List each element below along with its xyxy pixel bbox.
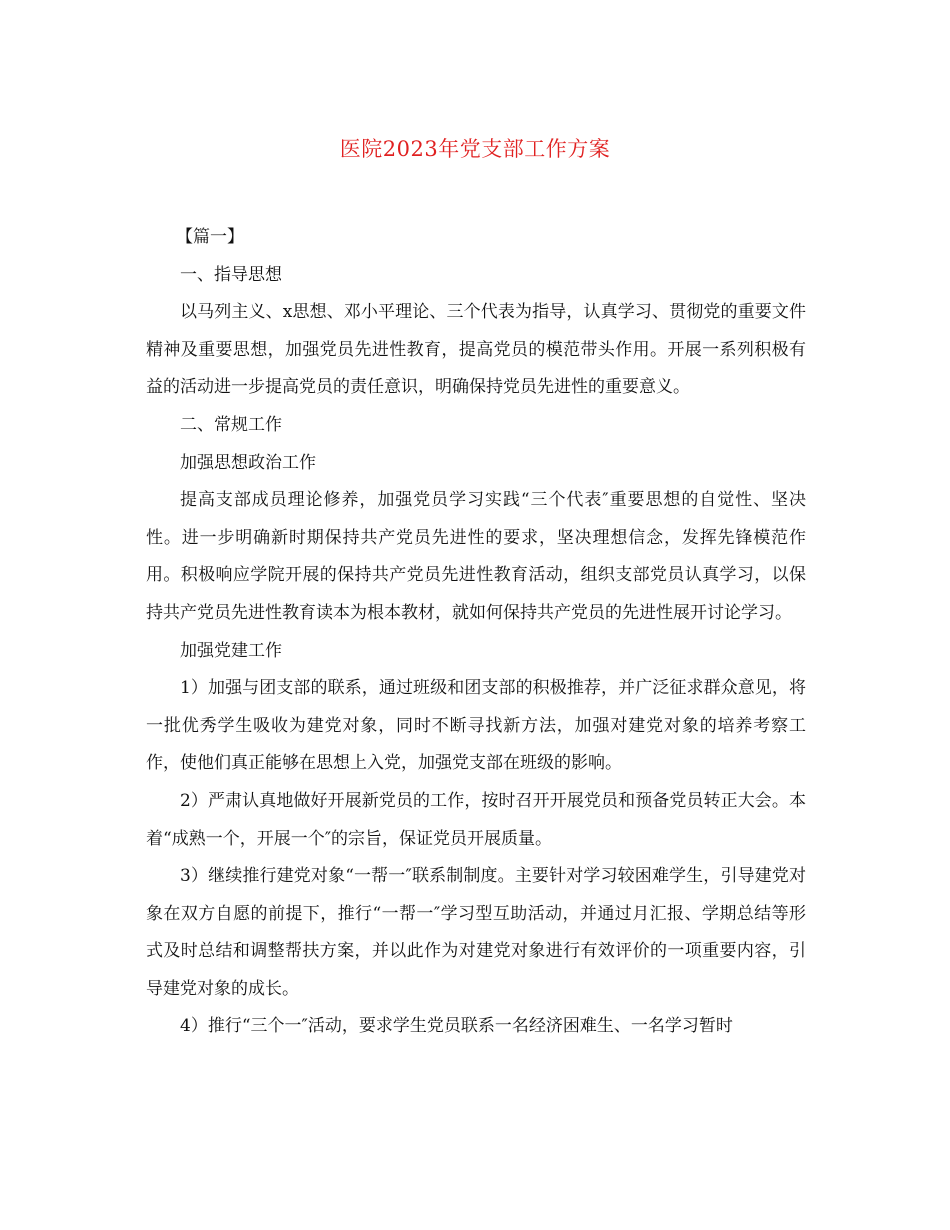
- paragraph-guiding-ideology: 以马列主义、x思想、邓小平理论、三个代表为指导，认真学习、贯彻党的重要文件精神及重要思想，加强党员先进性教育，提高党员的模范带头作用。开展一系列积极有益的活动进一步提高党员的责任意识，明确保持党员先进性的重要意义。: [146, 302, 806, 398]
- document-body: [146, 219, 806, 1046]
- paragraph-item-3: 3）继续推行建党对象“一帮一″联系制制度。主要针对学习较困难学生，引导建党对象在双方自愿的前提下，推行“一帮一″学习型互助活动，并通过月汇报、学期总结等形式及时总结和调整帮扶方案，并以此作为对建党对象进行有效评价的一项重要内容，引导建党对象的成长。: [146, 866, 806, 999]
- subheading-political-work: 加强思想政治工作: [180, 452, 316, 473]
- paragraph-item-4: 4）推行“三个一″活动，要求学生党员联系一名经济困难生、一名学习暂时: [180, 1016, 733, 1037]
- section-heading-routine-work: 二、常规工作: [180, 414, 282, 435]
- paragraph-item-2: 2）严肃认真地做好开展新党员的工作，按时召开开展党员和预备党员转正大会。本着“成熟一个，开展一个″的宗旨，保证党员开展质量。: [146, 790, 806, 849]
- section-marker: 【篇一】: [176, 227, 244, 247]
- subheading-party-building: 加强党建工作: [180, 640, 282, 661]
- document-title: 医院2023年党支部工作方案: [339, 137, 611, 161]
- paragraph-political-work: 提高支部成员理论修养，加强党员学习实践“三个代表″重要思想的自觉性、坚决性。进一步明确新时期保持共产党员先进性的要求，坚决理想信念，发挥先锋模范作用。积极响应学院开展的保持共产党员先进性教育活动，组织支部党员认真学习，以保持共产党员先进性教育读本为根本教材，就如何保持共产党员的先进性展开讨论学习。: [146, 490, 806, 623]
- section-heading-guiding-ideology: 一、指导思想: [180, 264, 282, 285]
- paragraph-item-1: 1）加强与团支部的联系，通过班级和团支部的积极推荐，并广泛征求群众意见，将一批优秀学生吸收为建党对象，同时不断寻找新方法，加强对建党对象的培养考察工作，使他们真正能够在思想上入党，加强党支部在班级的影响。: [146, 678, 806, 774]
